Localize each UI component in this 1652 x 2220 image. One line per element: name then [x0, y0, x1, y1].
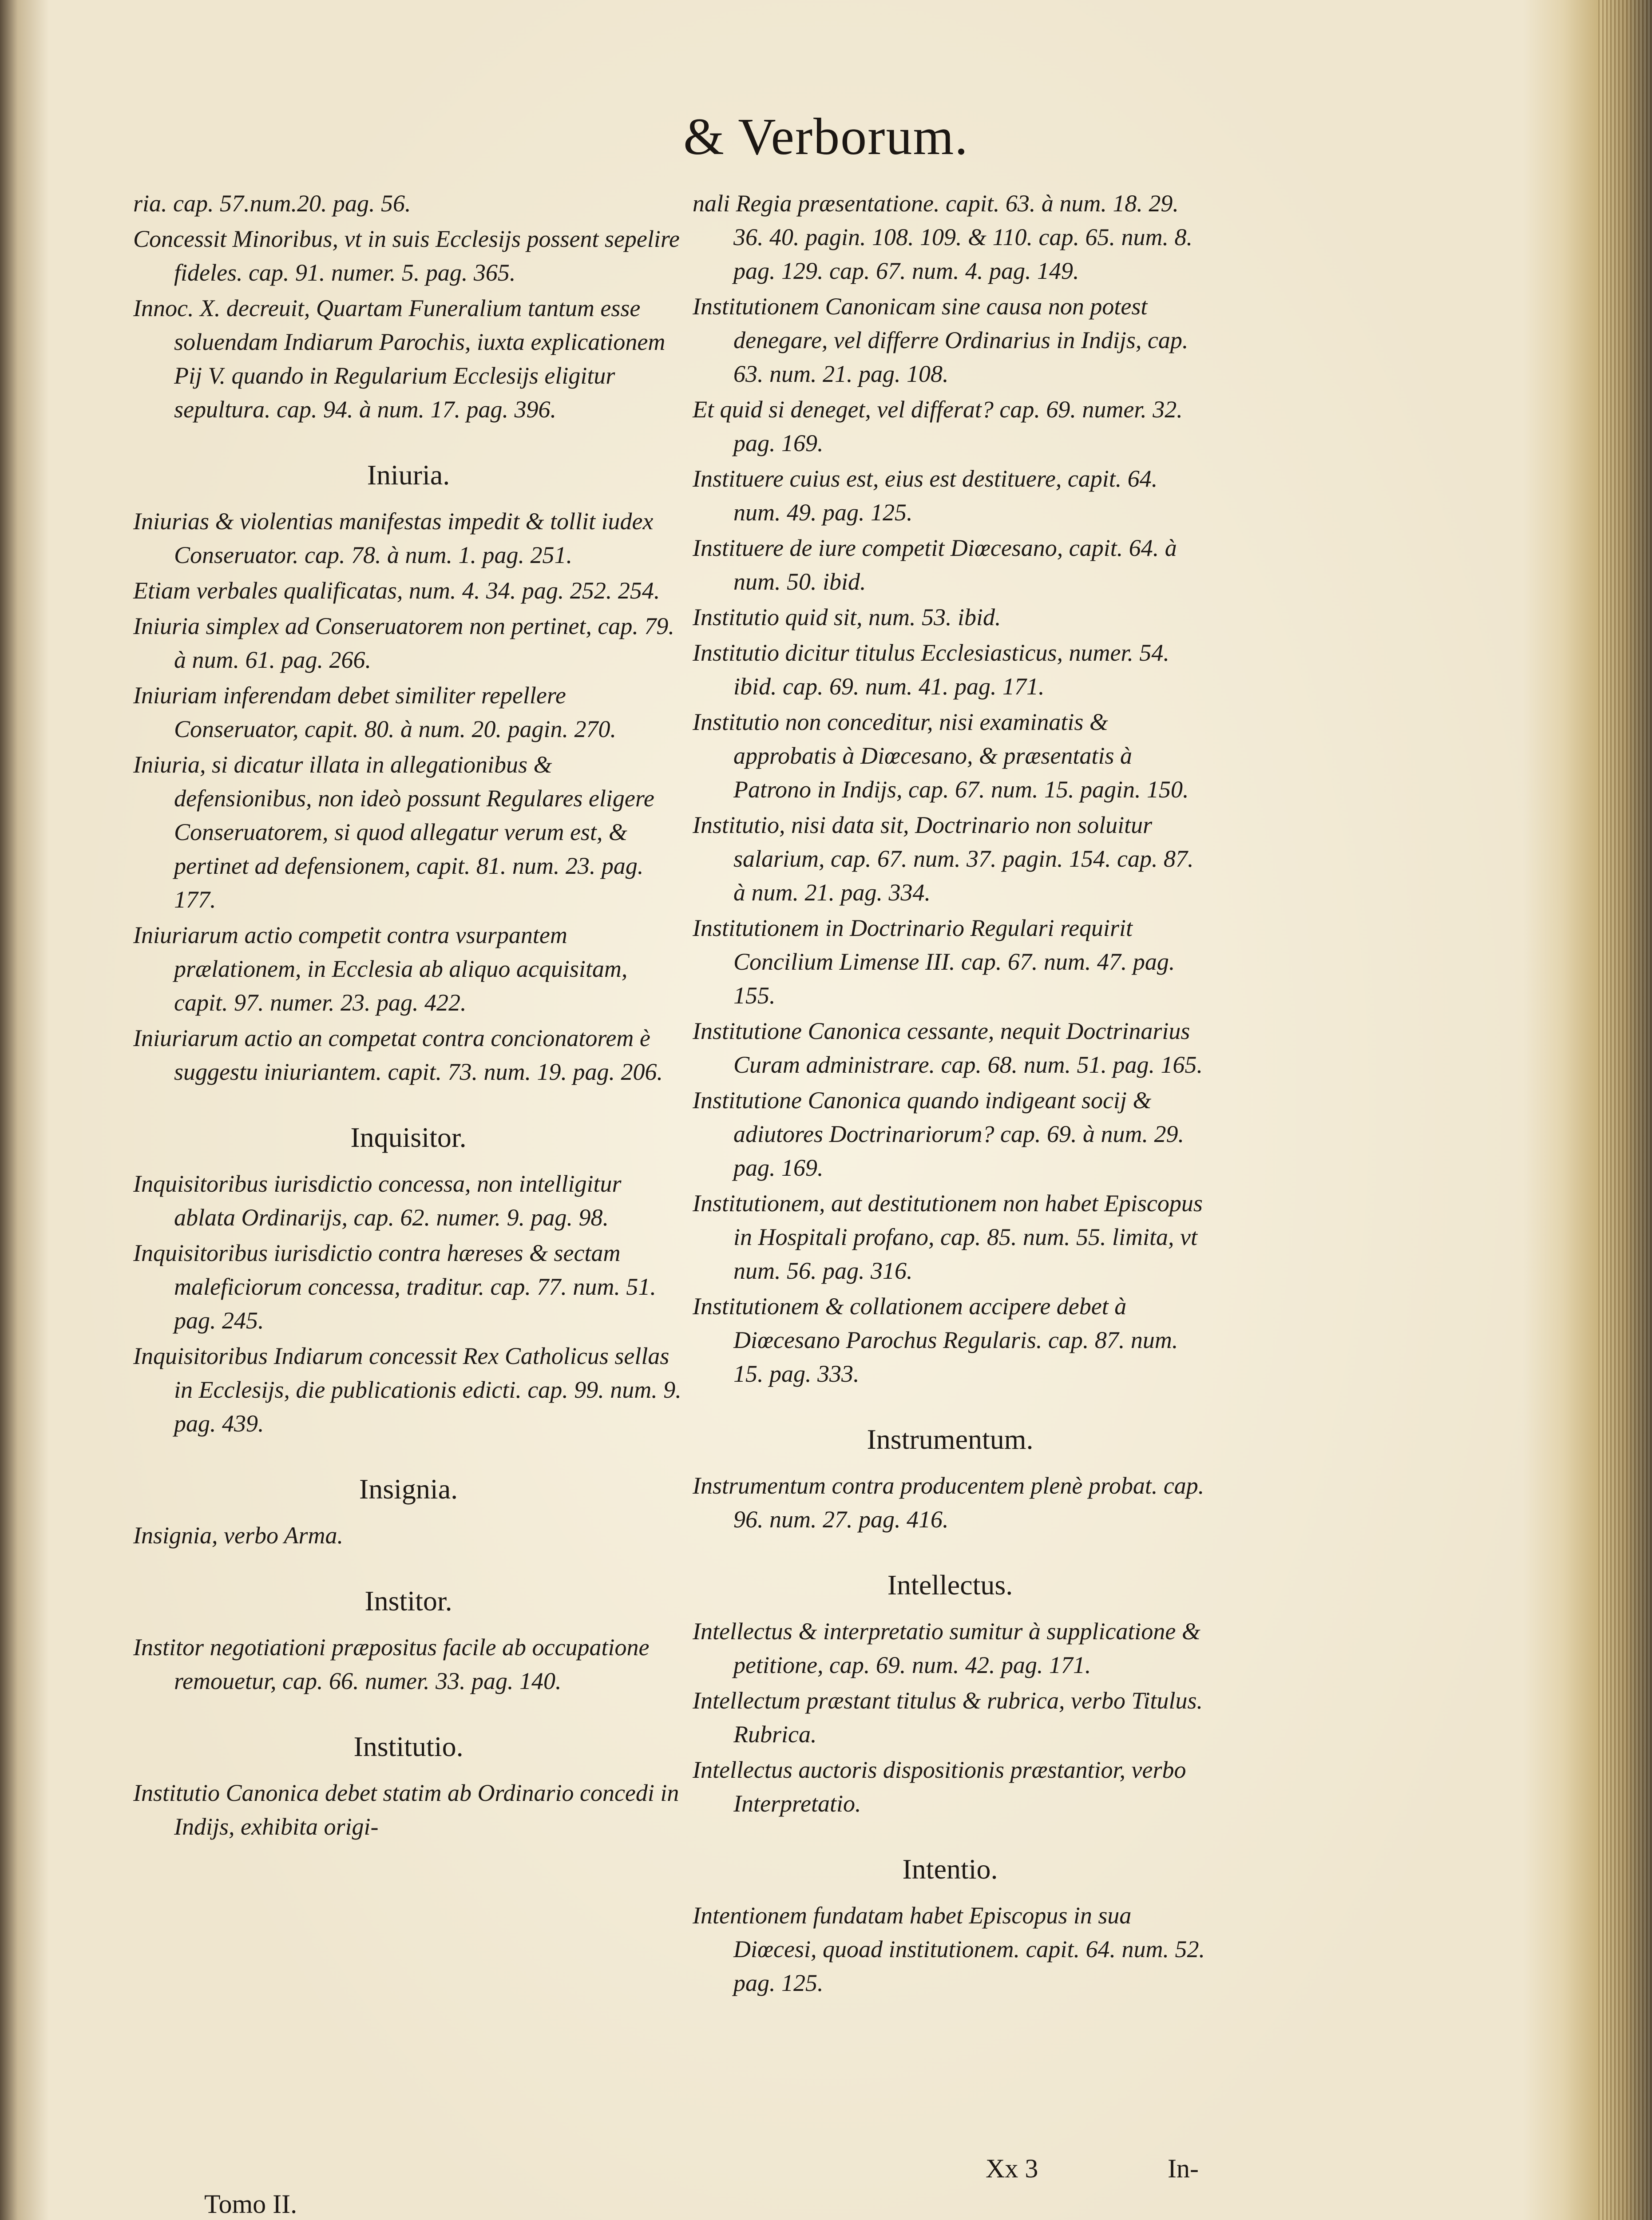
index-entry: ria. cap. 57.num.20. pag. 56. — [133, 190, 411, 217]
index-entry: Institutionem in Doctrinario Regulari requirit Concilium Limense III. cap. 67. num. 47. pag. 155. — [693, 915, 1175, 1009]
index-entry: Iniuria, si dicatur illata in allegationibus & defensionibus, non ideò possunt Regulares eligere Conseruatorem, si quod allegatur verum est, & pertinet ad defensionem, capit. 81. num. 23. pag. 177. — [133, 751, 654, 913]
index-entry: Iniuria simplex ad Conseruatorem non pertinet, cap. 79. à num. 61. pag. 266. — [133, 613, 674, 673]
right-column — [693, 186, 1208, 2002]
index-heading: Iniuria. — [367, 459, 450, 491]
index-entry: Insignia, verbo Arma. — [133, 1522, 343, 1549]
index-entry: Intellectus & interpretatio sumitur à supplicatione & petitione, cap. 69. num. 42. pag. 171. — [693, 1618, 1200, 1678]
left-column — [133, 186, 684, 1845]
index-heading: Intentio. — [902, 1853, 998, 1885]
index-entry: Institutione Canonica quando indigeant socij & adiutores Doctrinariorum? cap. 69. à num. 29. pag. 169. — [693, 1087, 1184, 1181]
index-entry: Iniurias & violentias manifestas impedit & tollit iudex Conseruator. cap. 78. à num. 1. pag. 251. — [133, 508, 654, 568]
page-fore-edge — [1598, 0, 1652, 2220]
index-entry: Iniuriarum actio an competat contra concionatorem è suggestu iniuriantem. capit. 73. num. 19. pag. 206. — [133, 1025, 663, 1085]
index-entry: Etiam verbales qualificatas, num. 4. 34. pag. 252. 254. — [133, 577, 660, 604]
index-entry: Institutio non conceditur, nisi examinatis & approbatis à Diœcesano, & præsentatis à Patrono in Indijs, cap. 67. num. 15. pagin. 150. — [693, 709, 1189, 803]
index-entry: Iniuriarum actio competit contra vsurpantem prælationem, in Ecclesia ab aliquo acquisitam, capit. 97. numer. 23. pag. 422. — [133, 922, 628, 1016]
index-entry: Institutio Canonica debet statim ab Ordinario concedi in Indijs, exhibita origi- — [133, 1780, 679, 1840]
index-entry: Institor negotiationi præpositus facile ab occupatione remouetur, cap. 66. numer. 33. pag. 140. — [133, 1634, 650, 1694]
index-heading: Intellectus. — [887, 1569, 1013, 1601]
catchword: In- — [1168, 2154, 1199, 2183]
index-entry: Et quid si deneget, vel differat? cap. 69. numer. 32. pag. 169. — [693, 396, 1183, 456]
index-entry: Institutio dicitur titulus Ecclesiasticus, numer. 54. ibid. cap. 69. num. 41. pag. 171. — [693, 639, 1169, 700]
index-entry: Institutio quid sit, num. 53. ibid. — [693, 604, 1001, 630]
signature-mark: Xx 3 — [986, 2154, 1038, 2183]
index-entry: Institutione Canonica cessante, nequit Doctrinarius Curam administrare. cap. 68. num. 51. pag. 165. — [693, 1018, 1203, 1078]
index-entry: nali Regia præsentatione. capit. 63. à num. 18. 29. 36. 40. pagin. 108. 109. & 110. cap. 65. num. 8. pag. 129. cap. 67. num. 4. pag. 149. — [693, 190, 1192, 284]
index-heading: Institor. — [364, 1585, 452, 1617]
index-entry: Concessit Minoribus, vt in suis Ecclesijs possent sepelire fideles. cap. 91. numer. 5. pag. 365. — [133, 226, 680, 286]
index-entry: Institutio, nisi data sit, Doctrinario non soluitur salarium, cap. 67. num. 37. pagin. 154. cap. 87. à num. 21. pag. 334. — [693, 812, 1194, 906]
index-entry: Intellectus auctoris dispositionis præstantior, verbo Interpretatio. — [693, 1756, 1186, 1817]
index-entry: Inquisitoribus iurisdictio contra hæreses & sectam maleficiorum concessa, traditur. cap. 77. num. 51. pag. 245. — [133, 1240, 656, 1334]
index-heading: Insignia. — [359, 1473, 458, 1505]
index-entry: Instrumentum contra producentem plenè probat. cap. 96. num. 27. pag. 416. — [693, 1472, 1204, 1533]
index-entry: Intentionem fundatam habet Episcopus in sua Diœcesi, quoad institutionem. capit. 64. num. 52. pag. 125. — [693, 1902, 1205, 1996]
running-head: & Verborum. — [683, 107, 969, 166]
volume-label: Tomo II. — [204, 2189, 297, 2219]
index-entry: Instituere cuius est, eius est destituere, capit. 64. num. 49. pag. 125. — [693, 465, 1158, 526]
index-entry: Innoc. X. decreuit, Quartam Funeralium tantum esse soluendam Indiarum Parochis, iuxta explicationem Pij V. quando in Regularium Ecclesijs eligitur sepultura. cap. 94. à num. 17. pag. 396. — [133, 295, 666, 423]
index-entry: Inquisitoribus Indiarum concessit Rex Catholicus sellas in Ecclesijs, die publicationis edicti. cap. 99. num. 9. pag. 439. — [133, 1343, 681, 1437]
index-entry: Intellectum præstant titulus & rubrica, verbo Titulus. Rubrica. — [693, 1687, 1203, 1748]
index-entry: Instituere de iure competit Diœcesano, capit. 64. à num. 50. ibid. — [693, 535, 1177, 595]
index-heading: Inquisitor. — [350, 1122, 467, 1153]
index-entry: Institutionem Canonicam sine causa non potest denegare, vel differre Ordinarius in Indijs, cap. 63. num. 21. pag. 108. — [693, 293, 1188, 387]
index-entry: Inquisitoribus iurisdictio concessa, non intelligitur ablata Ordinarijs, cap. 62. numer. 9. pag. 98. — [133, 1170, 622, 1231]
index-entry: Iniuriam inferendam debet similiter repellere Conseruator, capit. 80. à num. 20. pagin. 270. — [133, 682, 617, 742]
index-entry: Institutionem, aut destitutionem non habet Episcopus in Hospitali profano, cap. 85. num. 55. limita, vt num. 56. pag. 316. — [693, 1190, 1203, 1284]
index-heading: Instrumentum. — [867, 1423, 1034, 1455]
index-entry: Institutionem & collationem accipere debet à Diœcesano Parochus Regularis. cap. 87. num. 15. pag. 333. — [693, 1293, 1178, 1387]
index-heading: Institutio. — [353, 1731, 464, 1762]
